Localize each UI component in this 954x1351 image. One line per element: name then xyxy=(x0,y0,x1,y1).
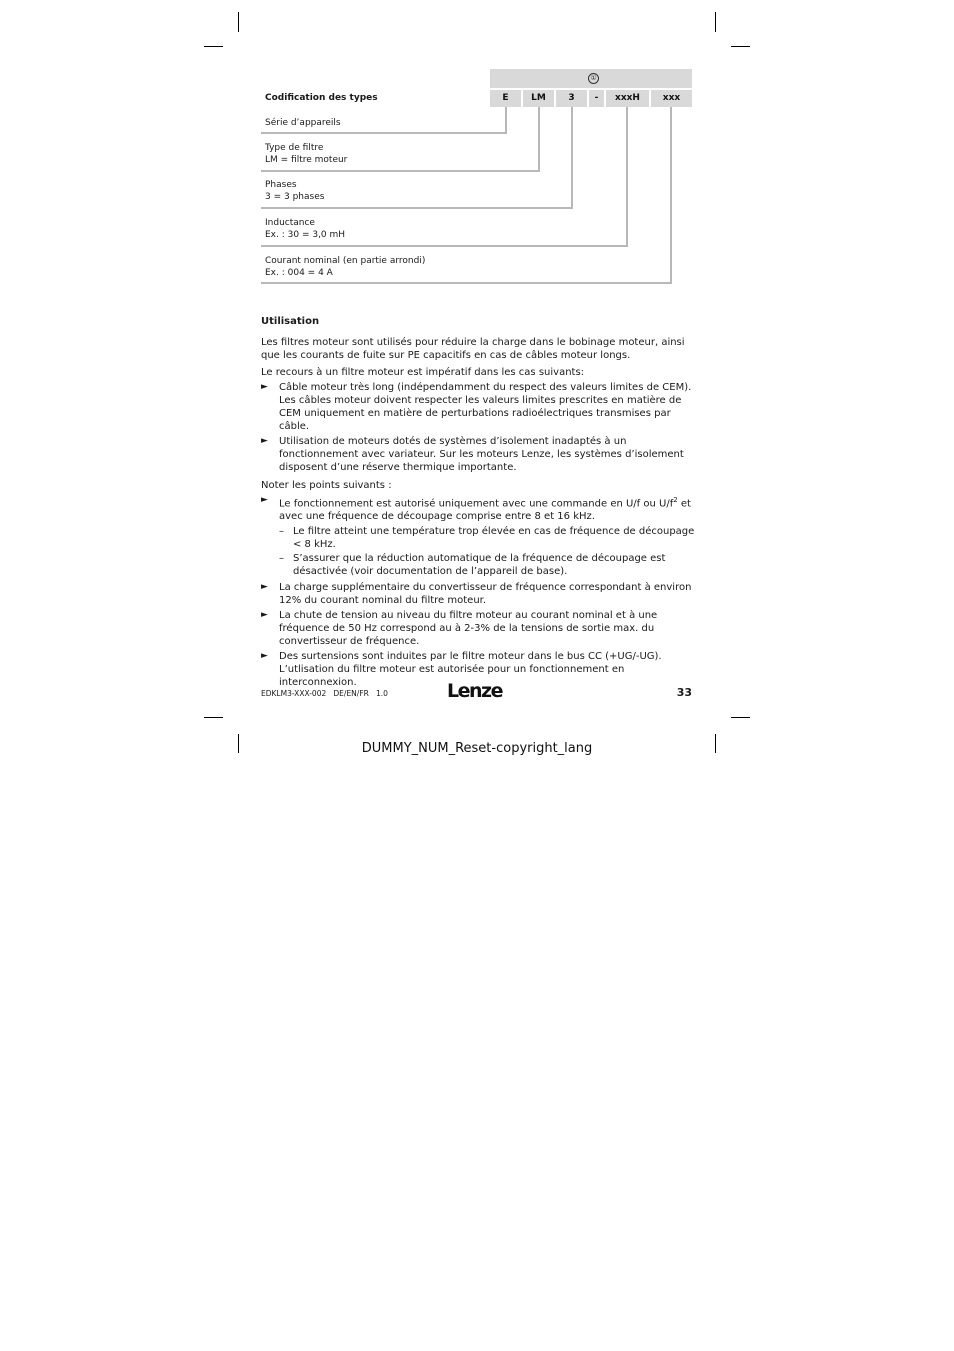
connector-line xyxy=(261,207,573,209)
crop-mark xyxy=(731,717,750,718)
bullet-arrow-icon: ► xyxy=(261,651,268,662)
label-series: Série d’appareils xyxy=(265,118,341,128)
dummy-placeholder-text: DUMMY_NUM_Reset-copyright_lang xyxy=(361,741,593,756)
label-phases: Phases 3 = 3 phases xyxy=(265,180,325,202)
bullet-arrow-icon: ► xyxy=(261,436,268,446)
label-rated-current: Courant nominal (en partie arrondi) Ex. : 004 = 4 A xyxy=(265,256,426,278)
connector-line xyxy=(505,107,507,133)
sub-list-item: – Le filtre atteint une température trop élevée en cas de fréquence de découpage < 8 kHz. xyxy=(279,526,695,551)
code-cell-phases: 3 xyxy=(556,90,587,107)
crop-mark xyxy=(204,717,223,718)
crop-mark xyxy=(238,12,239,32)
crop-mark xyxy=(204,46,223,47)
code-cell-inductance: xxxH xyxy=(606,90,649,107)
document-id: EDKLM3-XXX-002 DE/EN/FR 1.0 xyxy=(261,689,388,698)
crop-mark xyxy=(731,46,750,47)
code-cell-type: LM xyxy=(523,90,554,107)
connector-line xyxy=(261,245,628,247)
list-item: ► Câble moteur très long (indépendamment du respect des valeurs limites de CEM). Les câbles moteur doivent respecter les valeurs limites prescrites en matière de CEM uniquement en matière de perturbations radioélectriques transmises par câble. xyxy=(261,382,692,432)
connector-line xyxy=(571,107,573,208)
required-intro: Le recours à un filtre moteur est impératif dans les cas suivants: xyxy=(261,367,585,378)
connector-line xyxy=(626,107,628,246)
page-number: 33 xyxy=(676,686,692,699)
circled-one-symbol: ① xyxy=(588,73,599,84)
list-item: ► Utilisation de moteurs dotés de systèmes d’isolement inadaptés à un fonctionnement avec variateur. Sur les moteurs Lenze, les systèmes d’isolement disposent d’une réserve thermique importante. xyxy=(261,436,684,473)
lenze-logo: Lenze xyxy=(447,680,502,702)
section-heading: Utilisation xyxy=(261,316,320,327)
bullet-arrow-icon: ► xyxy=(261,495,268,505)
connector-line xyxy=(261,132,507,134)
bullet-arrow-icon: ► xyxy=(261,610,268,621)
sub-list-item: – S’assurer que la réduction automatique de la fréquence de découpage est désactivée (voir documentation de l’appareil de base). xyxy=(279,553,666,578)
connector-line xyxy=(670,107,672,283)
connector-line xyxy=(261,282,672,284)
label-inductance: Inductance Ex. : 30 = 3,0 mH xyxy=(265,218,346,240)
bullet-arrow-icon: ► xyxy=(261,382,268,392)
list-item: ► Des surtensions sont induites par le filtre moteur dans le bus CC (+UG/-UG). L’utlisation du filtre moteur est autorisée pour un fonctionnement en interconnexion. xyxy=(261,651,662,689)
code-cell-dash: - xyxy=(589,90,604,107)
utilisation-section xyxy=(261,315,697,691)
crop-mark xyxy=(715,12,716,32)
list-item: ► La charge supplémentaire du convertisseur de fréquence correspondant à environ 12% du courant nominal du filtre moteur. xyxy=(261,582,692,607)
code-cell-series: E xyxy=(490,90,521,107)
notes-intro: Noter les points suivants : xyxy=(261,480,392,491)
type-code-title: Codification des types xyxy=(265,93,378,103)
intro-paragraph: Les filtres moteur sont utilisés pour réduire la charge dans le bobinage moteur, ainsi que les courants de fuite sur PE capacitifs en cas de câbles moteur longs. xyxy=(261,337,685,361)
label-filter-type: Type de filtre LM = filtre moteur xyxy=(265,143,348,165)
connector-line xyxy=(538,107,540,171)
bullet-arrow-icon: ► xyxy=(261,582,268,593)
list-item: ► La chute de tension au niveau du filtre moteur au courant nominal et à une fréquence de 50 Hz correspond au à 2-3% de la tensions de sortie max. du convertisseur de fréquence. xyxy=(261,610,658,648)
list-item: ► Le fonctionnement est autorisé uniquement avec une commande en U/f ou $U/f^2$ et avec une fréquence de découpage comprise entre 8 et 16 kHz. xyxy=(261,495,691,523)
code-cell-current: xxx xyxy=(651,90,692,107)
connector-line xyxy=(261,170,540,172)
